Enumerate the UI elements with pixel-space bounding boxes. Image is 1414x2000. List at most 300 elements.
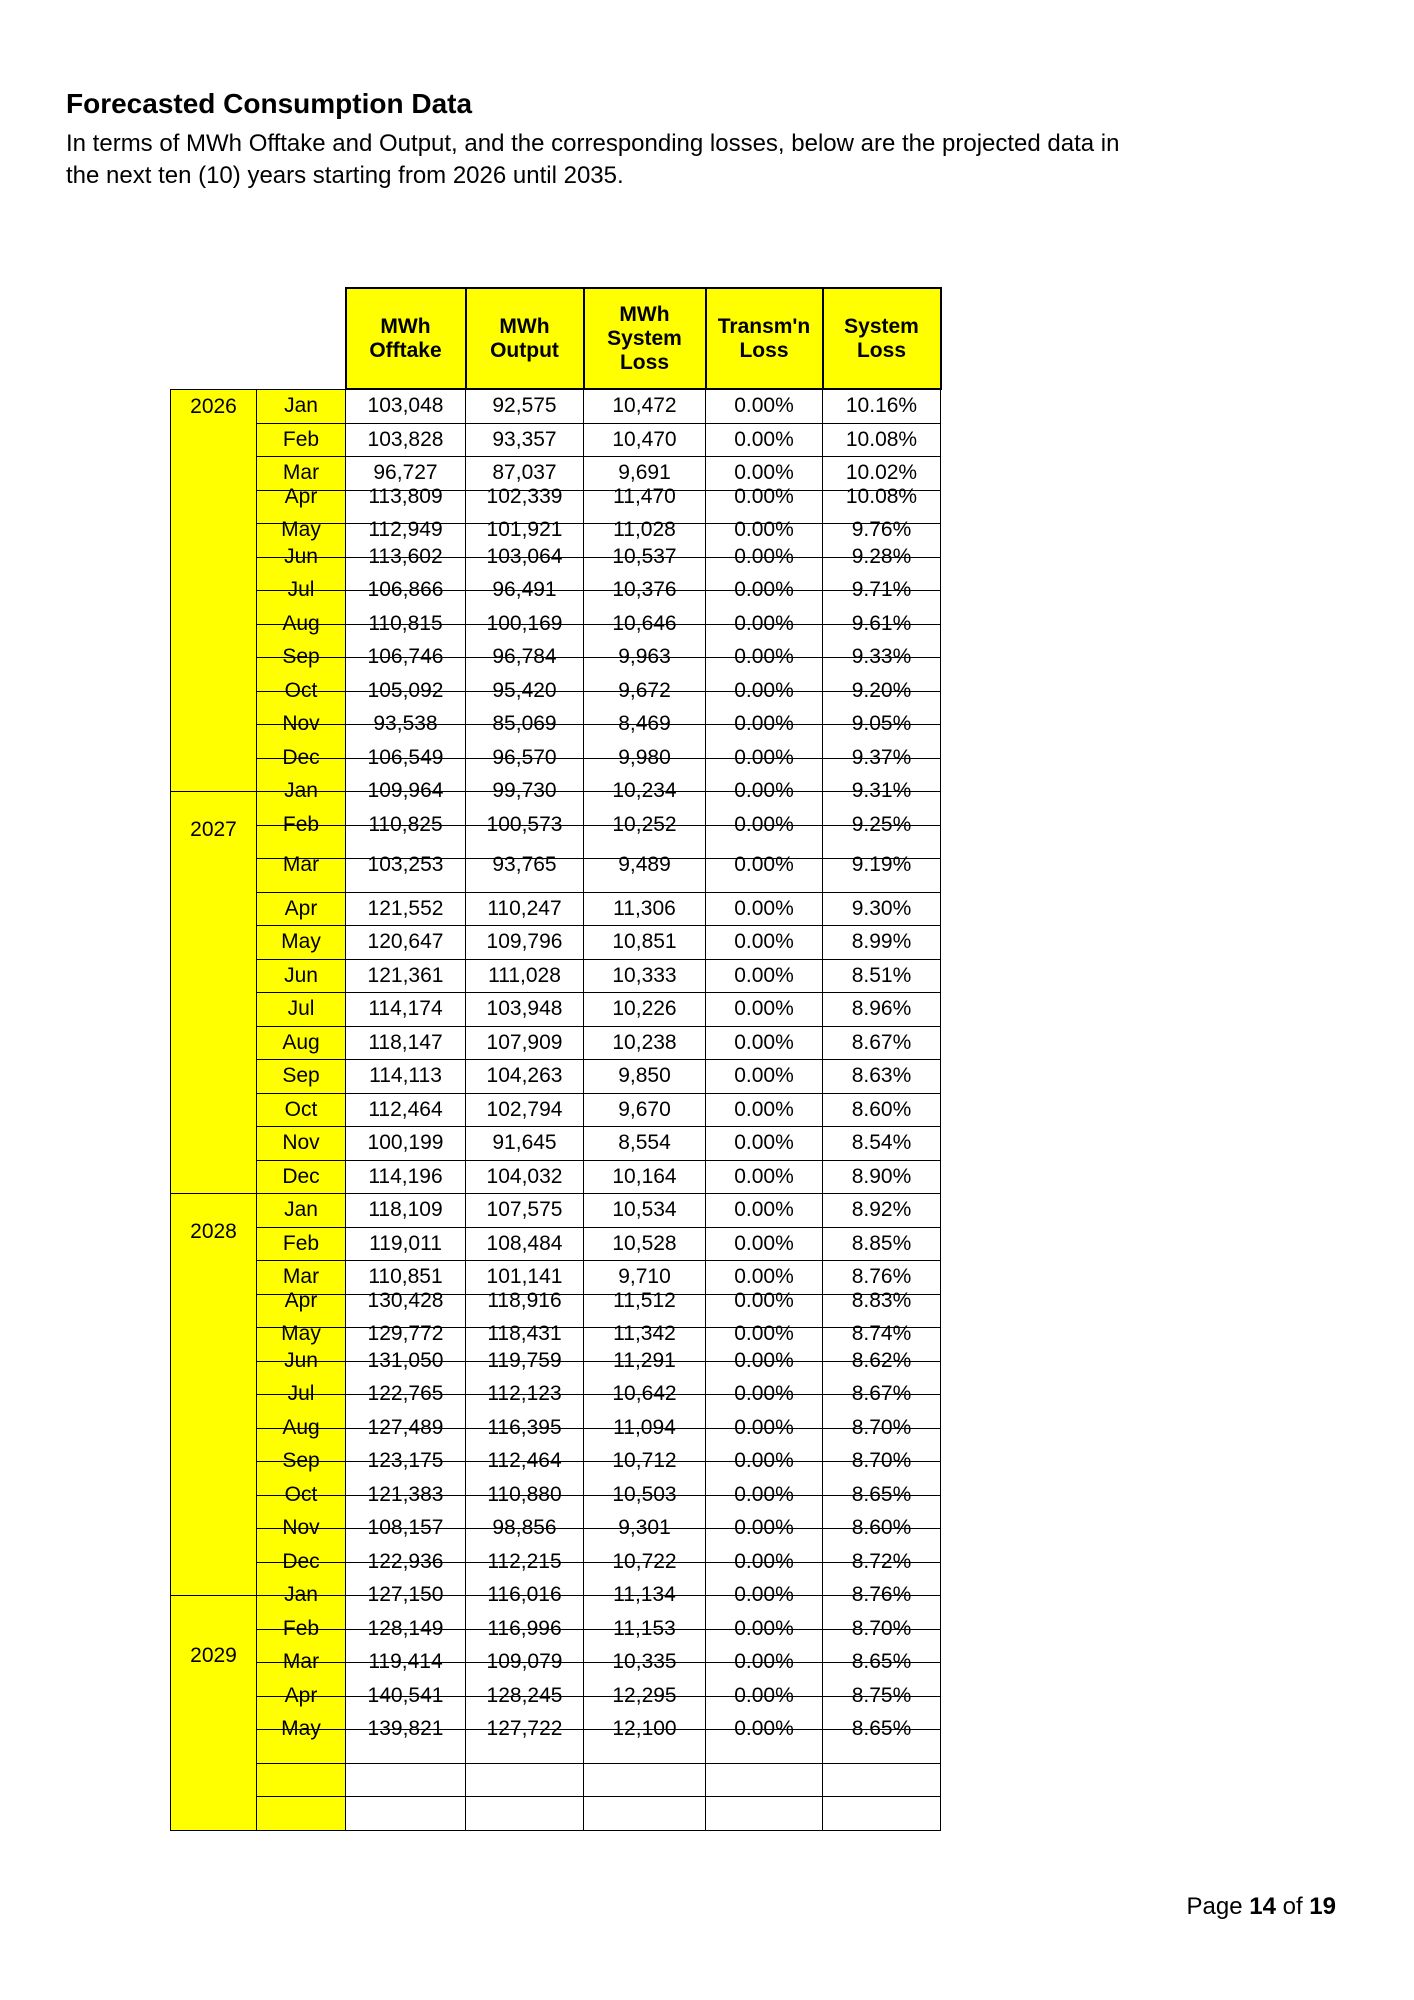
output-cell-value: 100,573 [486, 812, 563, 836]
system-loss-cell-value: 9.05% [851, 712, 912, 736]
month-label: May [281, 1322, 321, 1346]
output-cell-value: 102,339 [486, 484, 563, 508]
mwh-system-loss-cell-value: 11,153 [613, 1616, 676, 1640]
output-cell [466, 1717, 584, 1764]
system-loss-cell-value: 8.75% [851, 1683, 912, 1707]
offtake-cell-value: 103,253 [367, 853, 444, 877]
mwh-system-loss-cell-value: 10,722 [612, 1549, 677, 1573]
output-cell-value: 101,921 [486, 518, 563, 542]
month-label: Jan [284, 779, 318, 803]
output-cell-value: 102,794 [486, 1097, 563, 1121]
system-loss-cell-value: 9.71% [851, 578, 912, 602]
month-label: Jun [284, 963, 318, 987]
offtake-cell-value: 93,538 [373, 712, 438, 736]
month-cell [257, 926, 346, 960]
month-label: Dec [282, 1549, 320, 1573]
transmn-loss-cell-value: 0.00% [734, 1516, 794, 1540]
mwh-system-loss-cell [584, 1127, 706, 1161]
output-cell-value: 116,395 [487, 1415, 562, 1439]
system-loss-cell-value: 8.67% [851, 1382, 912, 1406]
transmn-loss-cell-value: 0.00% [734, 578, 794, 602]
system-loss-cell-value: 8.60% [851, 1097, 912, 1121]
month-label: Sep [282, 645, 320, 669]
month-cell [257, 892, 346, 926]
month-label: Nov [282, 1131, 320, 1155]
year-label: 2028 [190, 1220, 237, 1243]
output-cell-value: 104,263 [486, 1064, 563, 1088]
transmn-loss-cell-value: 0.00% [734, 1131, 794, 1155]
month-cell [257, 959, 346, 993]
system-loss-cell-value: 8.76% [851, 1583, 912, 1607]
system-loss-cell [823, 853, 941, 893]
output-cell-value: 96,570 [492, 745, 557, 769]
month-cell [257, 1060, 346, 1094]
offtake-cell-value: 103,048 [367, 394, 444, 418]
mwh-system-loss-cell-value: 10,503 [612, 1482, 677, 1506]
month-cell [257, 1763, 346, 1797]
output-cell-value: 110,880 [487, 1482, 562, 1506]
output-cell-value: 99,730 [492, 779, 557, 803]
mwh-system-loss-cell-value: 10,226 [612, 997, 677, 1021]
offtake-cell [346, 892, 466, 926]
mwh-system-loss-cell-value: 9,980 [618, 745, 671, 769]
transmn-loss-cell [706, 959, 823, 993]
offtake-cell [346, 1227, 466, 1261]
mwh-system-loss-cell-value: 9,670 [618, 1097, 671, 1121]
offtake-cell-value: 114,196 [368, 1164, 443, 1188]
transmn-loss-cell-value: 0.00% [734, 394, 794, 418]
page-title: Forecasted Consumption Data [66, 88, 473, 119]
system-loss-cell-value: 8.92% [851, 1198, 912, 1222]
offtake-cell-value: 123,175 [367, 1449, 444, 1473]
mwh-system-loss-cell-value: 11,028 [613, 518, 676, 542]
transmn-loss-cell-value: 0.00% [734, 1030, 794, 1054]
month-label: Aug [282, 1415, 320, 1439]
system-loss-cell-value: 9.76% [851, 518, 912, 542]
system-loss-cell-value: 9.28% [851, 544, 912, 568]
output-cell-value: 119,759 [487, 1348, 562, 1372]
offtake-cell-value: 110,815 [368, 611, 443, 635]
offtake-cell [346, 926, 466, 960]
mwh-system-loss-cell [584, 853, 706, 893]
offtake-cell-value: 105,092 [367, 678, 444, 702]
mwh-system-loss-cell [584, 1093, 706, 1127]
system-loss-cell [823, 1763, 941, 1797]
table-row [171, 1160, 941, 1194]
table-row [171, 859, 941, 893]
transmn-loss-cell-value: 0.00% [734, 930, 794, 954]
mwh-system-loss-cell-value: 10,164 [612, 1164, 677, 1188]
mwh-system-loss-cell-value: 12,100 [612, 1717, 677, 1741]
month-label: Apr [284, 1683, 318, 1707]
system-loss-cell [823, 1093, 941, 1127]
offtake-cell [346, 1194, 466, 1228]
transmn-loss-cell [706, 1160, 823, 1194]
transmn-loss-cell-value: 0.00% [734, 853, 794, 877]
offtake-cell-value: 108,157 [367, 1516, 444, 1540]
offtake-cell-value: 118,147 [368, 1030, 443, 1054]
month-label: Oct [284, 678, 318, 702]
transmn-loss-cell [706, 1763, 823, 1797]
offtake-cell-value: 121,383 [367, 1482, 444, 1506]
output-cell-value: 107,575 [486, 1198, 563, 1222]
offtake-cell [346, 389, 466, 423]
output-cell-value: 112,123 [487, 1382, 562, 1406]
year-label: 2026 [190, 394, 237, 418]
month-label: May [281, 930, 321, 954]
system-loss-cell-value: 8.67% [851, 1030, 912, 1054]
transmn-loss-cell-value: 0.00% [734, 1683, 794, 1707]
system-loss-cell-value: 8.65% [851, 1650, 912, 1674]
mwh-system-loss-cell-value: 11,094 [613, 1415, 676, 1439]
output-cell-value: 93,357 [492, 427, 557, 451]
output-cell-value: 110,247 [487, 896, 562, 920]
month-label: Mar [282, 1265, 320, 1289]
output-cell-value: 100,169 [486, 611, 563, 635]
output-cell-value: 116,996 [487, 1616, 562, 1640]
forecast-table [170, 287, 942, 1831]
offtake-cell-value: 113,809 [368, 484, 443, 508]
system-loss-cell [823, 423, 941, 457]
transmn-loss-cell-value: 0.00% [734, 1583, 794, 1607]
mwh-system-loss-cell [584, 1797, 706, 1831]
transmn-loss-cell [706, 1797, 823, 1831]
transmn-loss-cell-value: 0.00% [734, 1449, 794, 1473]
month-label: Dec [282, 1164, 320, 1188]
system-loss-cell [823, 926, 941, 960]
transmn-loss-cell-value: 0.00% [734, 678, 794, 702]
month-cell [257, 1797, 346, 1831]
page-footer [1187, 1893, 1337, 1921]
table-row [171, 892, 941, 926]
offtake-cell-value: 122,765 [367, 1382, 444, 1406]
table-row [171, 959, 941, 993]
transmn-loss-cell [706, 1717, 823, 1764]
system-loss-cell-value: 8.62% [851, 1348, 912, 1372]
mwh-system-loss-cell-value: 11,470 [613, 484, 676, 508]
system-loss-cell [823, 1797, 941, 1831]
mwh-system-loss-cell-value: 11,342 [613, 1322, 676, 1346]
mwh-system-loss-cell-value: 10,472 [612, 394, 677, 418]
transmn-loss-cell [706, 1227, 823, 1261]
month-column-spacer [257, 288, 346, 389]
mwh-system-loss-cell [584, 1763, 706, 1797]
mwh-system-loss-cell [584, 1717, 706, 1764]
system-loss-cell-value: 10.08% [845, 427, 918, 451]
system-loss-cell-value: 8.99% [851, 930, 912, 954]
transmn-loss-cell-value: 0.00% [734, 1265, 794, 1289]
month-label: Jun [284, 1348, 318, 1372]
output-cell [466, 892, 584, 926]
footer-word-page: Page [1186, 1893, 1243, 1920]
offtake-cell [346, 1026, 466, 1060]
table-header-row [171, 288, 941, 389]
month-label: Mar [282, 461, 320, 485]
mwh-system-loss-cell-value: 10,712 [612, 1449, 677, 1473]
offtake-cell-value: 139,821 [367, 1717, 444, 1741]
month-cell [257, 993, 346, 1027]
mwh-system-loss-cell-value: 12,295 [612, 1683, 677, 1707]
transmn-loss-cell [706, 1194, 823, 1228]
transmn-loss-cell-value: 0.00% [734, 1097, 794, 1121]
system-loss-cell-value: 9.61% [851, 611, 912, 635]
offtake-cell [346, 1160, 466, 1194]
output-cell [466, 1227, 584, 1261]
month-label: Jan [284, 1583, 318, 1607]
output-cell-value: 127,722 [486, 1717, 563, 1741]
month-cell [257, 853, 346, 893]
system-loss-cell-value: 8.60% [851, 1516, 912, 1540]
month-label: Nov [282, 1516, 320, 1540]
mwh-system-loss-cell-value: 9,850 [618, 1064, 671, 1088]
output-cell-value: 107,909 [486, 1030, 563, 1054]
offtake-cell-value: 128,149 [367, 1616, 444, 1640]
output-cell-value: 112,464 [487, 1449, 562, 1473]
system-loss-cell-value: 10.02% [845, 461, 918, 485]
mwh-system-loss-cell-value: 8,469 [618, 712, 671, 736]
transmn-loss-cell-value: 0.00% [734, 1348, 794, 1372]
output-cell [466, 389, 584, 423]
offtake-cell-value: 106,746 [367, 645, 444, 669]
year-column-spacer [171, 288, 257, 389]
table-row [171, 423, 941, 457]
month-label: Apr [284, 896, 318, 920]
mwh-system-loss-cell [584, 1026, 706, 1060]
transmn-loss-cell-value: 0.00% [734, 1616, 794, 1640]
month-cell [257, 1717, 346, 1764]
transmn-loss-cell-value: 0.00% [734, 1717, 794, 1741]
mwh-system-loss-cell-value: 9,710 [618, 1265, 671, 1289]
output-cell-value: 104,032 [486, 1164, 563, 1188]
transmn-loss-cell-value: 0.00% [734, 1322, 794, 1346]
offtake-cell-value: 113,602 [368, 544, 443, 568]
offtake-cell-value: 96,727 [373, 461, 438, 485]
year-label: 2027 [190, 818, 237, 841]
offtake-cell-value: 110,825 [368, 812, 443, 836]
system-loss-cell [823, 1026, 941, 1060]
output-cell-value: 87,037 [492, 461, 557, 485]
month-label: Aug [282, 611, 320, 635]
offtake-cell-value: 109,964 [367, 779, 444, 803]
offtake-cell-value: 127,150 [367, 1583, 444, 1607]
transmn-loss-cell-value: 0.00% [734, 461, 794, 485]
system-loss-cell-value: 8.70% [851, 1616, 912, 1640]
month-label: Jul [287, 578, 315, 602]
system-loss-cell [823, 1127, 941, 1161]
output-cell-value: 109,079 [486, 1650, 563, 1674]
offtake-cell-value: 100,199 [367, 1131, 444, 1155]
output-cell-value: 128,245 [486, 1683, 563, 1707]
transmn-loss-cell-value: 0.00% [734, 645, 794, 669]
offtake-cell-value: 120,647 [367, 930, 444, 954]
offtake-cell-value: 118,109 [368, 1198, 443, 1222]
transmn-loss-cell [706, 1127, 823, 1161]
output-cell-value: 112,215 [487, 1549, 562, 1573]
month-label: Jul [287, 997, 315, 1021]
month-cell [257, 389, 346, 423]
mwh-system-loss-cell-value: 9,672 [618, 678, 671, 702]
system-loss-cell-value: 9.25% [851, 812, 912, 836]
offtake-cell [346, 1717, 466, 1764]
mwh-system-loss-cell-value: 10,646 [612, 611, 677, 635]
transmn-loss-cell [706, 853, 823, 893]
table-row [171, 1194, 941, 1228]
month-label: Oct [284, 1097, 318, 1121]
system-loss-cell-value: 8.83% [851, 1288, 912, 1312]
table-row [171, 1730, 941, 1764]
mwh-system-loss-cell-value: 8,554 [618, 1131, 671, 1155]
footer-total-pages: 19 [1309, 1893, 1336, 1920]
transmn-loss-cell-value: 0.00% [734, 544, 794, 568]
offtake-cell-value: 121,361 [367, 963, 444, 987]
offtake-cell-value: 131,050 [367, 1348, 444, 1372]
output-cell-value: 93,765 [492, 853, 557, 877]
mwh-system-loss-cell [584, 1227, 706, 1261]
mwh-system-loss-cell-value: 10,537 [612, 544, 677, 568]
footer-word-of: of [1282, 1893, 1303, 1920]
offtake-cell [346, 853, 466, 893]
mwh-system-loss-cell-value: 10,534 [612, 1198, 677, 1222]
output-cell [466, 1160, 584, 1194]
output-cell-value: 95,420 [492, 678, 557, 702]
transmn-loss-cell [706, 1026, 823, 1060]
month-label: Apr [284, 484, 318, 508]
system-loss-cell-value: 9.37% [851, 745, 912, 769]
month-label: May [281, 1717, 321, 1741]
intro-line-2: the next ten (10) years starting from 2026 until 2035. [66, 161, 624, 189]
header-mwh-output: MWh Output [466, 288, 584, 389]
system-loss-cell-value: 10.16% [845, 394, 918, 418]
offtake-cell-value: 119,414 [368, 1650, 443, 1674]
output-cell-value: 98,856 [492, 1516, 557, 1540]
month-label: Feb [282, 427, 320, 451]
system-loss-cell-value: 8.90% [851, 1164, 912, 1188]
month-label: Jan [284, 1198, 318, 1222]
table-row [171, 1127, 941, 1161]
transmn-loss-cell-value: 0.00% [734, 427, 794, 451]
mwh-system-loss-cell-value: 10,851 [612, 930, 677, 954]
table-row [171, 1797, 941, 1831]
month-label: Aug [282, 1030, 320, 1054]
transmn-loss-cell-value: 0.00% [734, 1482, 794, 1506]
month-label: Sep [282, 1449, 320, 1473]
transmn-loss-cell [706, 993, 823, 1027]
table-row [171, 1026, 941, 1060]
consumption-table-body [171, 389, 941, 1830]
output-cell-value: 109,796 [486, 930, 563, 954]
year-label: 2029 [190, 1644, 237, 1667]
transmn-loss-cell-value: 0.00% [734, 963, 794, 987]
output-cell-value: 118,916 [487, 1288, 562, 1312]
system-loss-cell [823, 389, 941, 423]
output-cell [466, 1060, 584, 1094]
month-label: Mar [282, 1650, 320, 1674]
month-label: Jan [284, 394, 318, 417]
mwh-system-loss-cell-value: 10,238 [612, 1030, 677, 1054]
mwh-system-loss-cell-value: 10,234 [612, 779, 677, 803]
system-loss-cell [823, 959, 941, 993]
month-label: Apr [284, 1288, 318, 1312]
output-cell-value: 92,575 [492, 394, 557, 418]
output-cell-value: 103,948 [486, 997, 563, 1021]
month-label: Nov [282, 712, 320, 736]
mwh-system-loss-cell [584, 1160, 706, 1194]
year-cell [171, 389, 257, 792]
month-cell [257, 1160, 346, 1194]
system-loss-cell [823, 1060, 941, 1094]
system-loss-cell-value: 8.70% [851, 1449, 912, 1473]
output-cell [466, 1127, 584, 1161]
mwh-system-loss-cell-value: 11,512 [613, 1288, 676, 1312]
transmn-loss-cell-value: 0.00% [734, 1650, 794, 1674]
offtake-cell [346, 1763, 466, 1797]
output-cell [466, 959, 584, 993]
system-loss-cell-value: 8.74% [851, 1322, 912, 1346]
output-cell-value: 116,016 [487, 1583, 562, 1607]
output-cell-value: 103,064 [486, 544, 563, 568]
offtake-cell-value: 129,772 [367, 1322, 444, 1346]
system-loss-cell-value: 8.51% [851, 963, 912, 987]
transmn-loss-cell-value: 0.00% [734, 1382, 794, 1406]
output-cell [466, 1093, 584, 1127]
header-transmn-loss: Transm'n Loss [706, 288, 823, 389]
output-cell-value: 91,645 [492, 1131, 557, 1155]
mwh-system-loss-cell [584, 892, 706, 926]
output-cell [466, 993, 584, 1027]
system-loss-cell-value: 8.65% [851, 1717, 912, 1741]
offtake-cell-value: 103,828 [367, 427, 444, 451]
output-cell-value: 101,141 [486, 1265, 563, 1289]
month-label: May [281, 518, 321, 542]
mwh-system-loss-cell [584, 1194, 706, 1228]
offtake-cell [346, 1127, 466, 1161]
system-loss-cell-value: 8.96% [851, 997, 912, 1021]
header-mwh-offtake: MWh Offtake [346, 288, 466, 389]
system-loss-cell [823, 1717, 941, 1764]
offtake-cell-value: 106,866 [367, 578, 444, 602]
mwh-system-loss-cell [584, 389, 706, 423]
table-row [171, 926, 941, 960]
offtake-cell-value: 122,936 [367, 1549, 444, 1573]
system-loss-cell [823, 993, 941, 1027]
table-row [171, 1060, 941, 1094]
transmn-loss-cell-value: 0.00% [734, 1198, 794, 1222]
system-loss-cell-value: 8.70% [851, 1415, 912, 1439]
offtake-cell [346, 1797, 466, 1831]
month-cell [257, 1093, 346, 1127]
mwh-system-loss-cell-value: 10,333 [612, 963, 677, 987]
month-label: Feb [282, 1231, 320, 1255]
offtake-cell [346, 423, 466, 457]
offtake-cell-value: 112,949 [368, 518, 443, 542]
output-cell-value: 96,491 [492, 578, 557, 602]
transmn-loss-cell-value: 0.00% [734, 518, 794, 542]
transmn-loss-cell-value: 0.00% [734, 611, 794, 635]
output-cell-value: 118,431 [487, 1322, 562, 1346]
system-loss-cell-value: 9.20% [851, 678, 912, 702]
mwh-system-loss-cell-value: 9,691 [618, 461, 671, 485]
intro-paragraph [66, 128, 1366, 191]
transmn-loss-cell-value: 0.00% [734, 1415, 794, 1439]
output-cell-value: 85,069 [492, 712, 557, 736]
mwh-system-loss-cell-value: 9,963 [618, 645, 671, 669]
offtake-cell-value: 106,549 [367, 745, 444, 769]
month-label: Feb [282, 1616, 320, 1640]
system-loss-cell-value: 9.31% [851, 779, 912, 803]
mwh-system-loss-cell-value: 11,134 [613, 1583, 676, 1607]
system-loss-cell-value: 8.54% [851, 1131, 912, 1155]
mwh-system-loss-cell [584, 423, 706, 457]
